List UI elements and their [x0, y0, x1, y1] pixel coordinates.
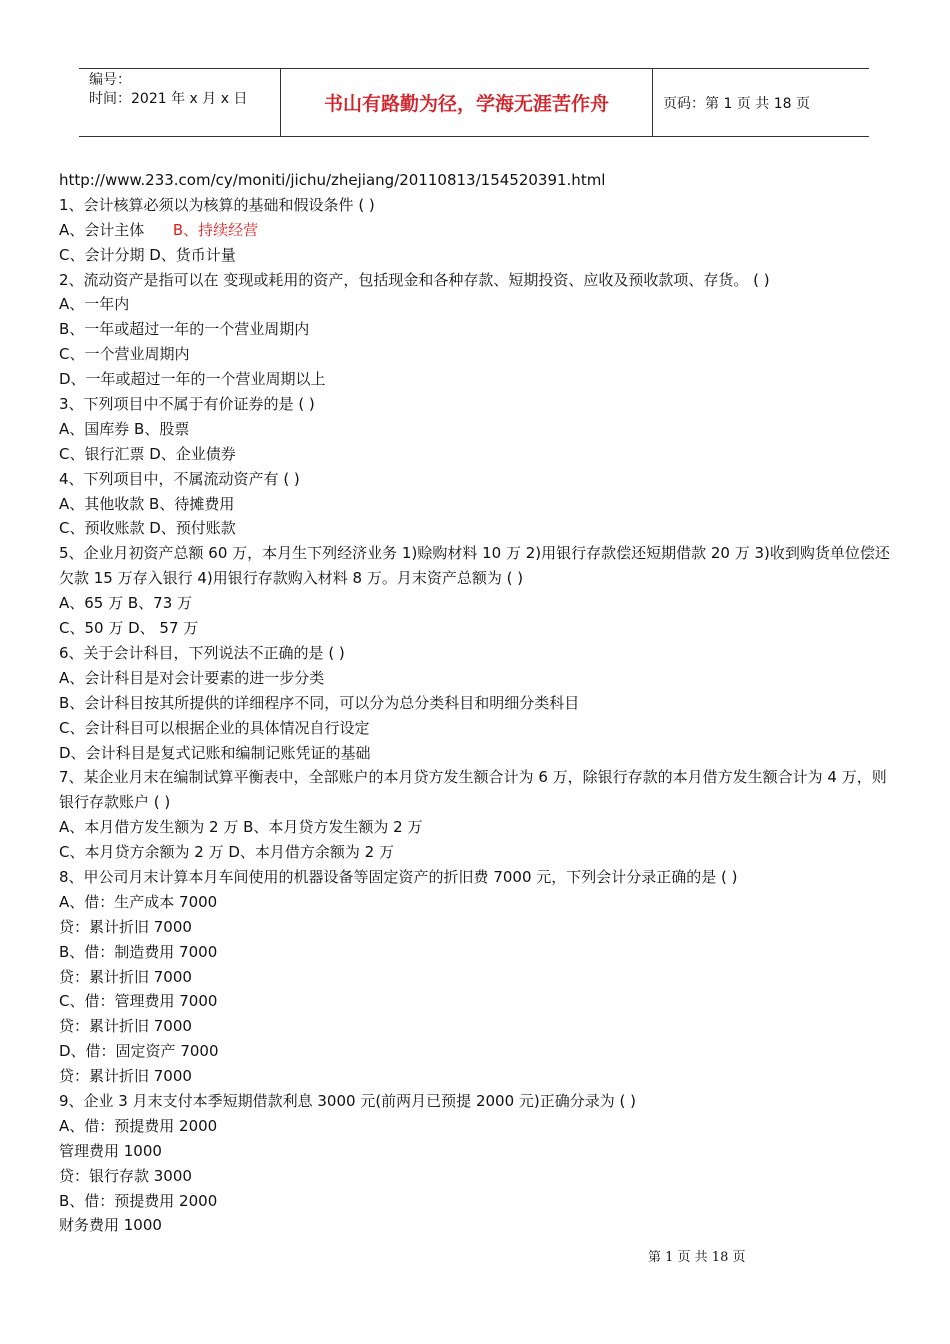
question-7: 7、某企业月末在编制试算平衡表中，全部账户的本月贷方发生额合计为 6 万，除银行存款的本月借方发生额合计为 4 万，则银行存款账户 ( ): [59, 768, 887, 812]
header-meta: [79, 69, 281, 136]
page-footer: 第 1 页 共 18 页: [648, 1250, 746, 1265]
text-line: B、借：制造费用 7000: [59, 942, 218, 961]
text-line: A、本月借方发生额为 2 万 B、本月贷方发生额为 2 万: [59, 818, 423, 837]
text-line: 2、流动资产是指可以在 变现或耗用的资产，包括现金和各种存款、短期投资、应收及预收款项、存货。 ( ): [59, 270, 770, 289]
header-table: [79, 68, 869, 137]
text-line: D、会计科目是复式记账和编制记账凭证的基础: [59, 743, 371, 762]
text-line: D、一年或超过一年的一个营业周期以上: [59, 370, 326, 389]
text-line: A、借：预提费用 2000: [59, 1116, 218, 1135]
text-line: B、会计科目按其所提供的详细程序不同，可以分为总分类科目和明细分类科目: [59, 693, 580, 712]
text-line: A、借：生产成本 7000: [59, 892, 218, 911]
text-line: A、其他收款 B、待摊费用: [59, 494, 235, 513]
text-line: C、本月贷方余额为 2 万 D、本月借方余额为 2 万: [59, 843, 394, 862]
text-line: A、一年内: [59, 295, 130, 314]
text-line: C、会计科目可以根据企业的具体情况自行设定: [59, 718, 370, 737]
text-line: 4、下列项目中，不属流动资产有 ( ): [59, 469, 300, 488]
text-line: C、银行汇票 D、企业债券: [59, 444, 236, 463]
text-line: 8、甲公司月末计算本月车间使用的机器设备等固定资产的折旧费 7000 元，下列会计分录正确的是 ( ): [59, 868, 738, 886]
text-line: C、会计分期 D、货币计量: [59, 245, 236, 264]
text-line: C、预收账款 D、预付账款: [59, 519, 236, 538]
text-line: 1、会计核算必须以为核算的基础和假设条件 ( ): [59, 195, 375, 214]
source-url: http://www.233.com/cy/moniti/jichu/zhejiang/20110813/154520391.html: [59, 171, 606, 189]
text-line: C、一个营业周期内: [59, 345, 190, 364]
question-5: 5、企业月初资产总额 60 万，本月生下列经济业务 1)赊购材料 10 万 2)用银行存款偿还短期借款 20 万 3)收到购货单位偿还欠款 15 万存入银行 4)用银行存款购入材料 8 万。月末资产总额为 ( ): [59, 544, 890, 588]
document-body: [59, 168, 899, 1238]
text-line: 9、企业 3 月末支付本季短期借款利息 3000 元(前两月已预提 2000 元)正确分录为 ( ): [59, 1092, 636, 1111]
doc-number: 编号：: [89, 72, 131, 88]
text-line: A、会计科目是对会计要素的进一步分类: [59, 668, 325, 687]
text-line: 贷：累计折旧 7000: [59, 917, 192, 936]
text-line: C、借：管理费用 7000: [59, 992, 218, 1011]
text-line: 6、关于会计科目，下列说法不正确的是 ( ): [59, 643, 345, 662]
text-line: D、借：固定资产 7000: [59, 1042, 219, 1061]
header-motto: 书山有路勤为径，学海无涯苦作舟: [281, 69, 653, 136]
header-page-info: 页码：第 1 页 共 18 页: [663, 95, 810, 112]
doc-date: 时间：2021 年 x 月 x 日: [89, 91, 248, 107]
q1-options-ab: [59, 218, 899, 243]
text-line: 管理费用 1000: [59, 1141, 162, 1160]
text-line: B、借：预提费用 2000: [59, 1191, 218, 1210]
text-line: A、65 万 B、73 万: [59, 594, 193, 613]
text-line: 贷：累计折旧 7000: [59, 1067, 192, 1086]
q1-option-b-answer: B、持续经营: [172, 220, 259, 239]
text-line: 财务费用 1000: [59, 1216, 162, 1235]
text-line: 贷：累计折旧 7000: [59, 1017, 192, 1036]
text-line: B、一年或超过一年的一个营业周期内: [59, 320, 310, 339]
text-line: 3、下列项目中不属于有价证券的是 ( ): [59, 395, 315, 414]
q1-option-a: A、会计主体: [59, 220, 145, 239]
text-line: 贷：银行存款 3000: [59, 1166, 192, 1185]
text-line: 贷：累计折旧 7000: [59, 967, 192, 986]
text-line: A、国库券 B、股票: [59, 419, 190, 438]
text-line: C、50 万 D、 57 万: [59, 619, 199, 638]
